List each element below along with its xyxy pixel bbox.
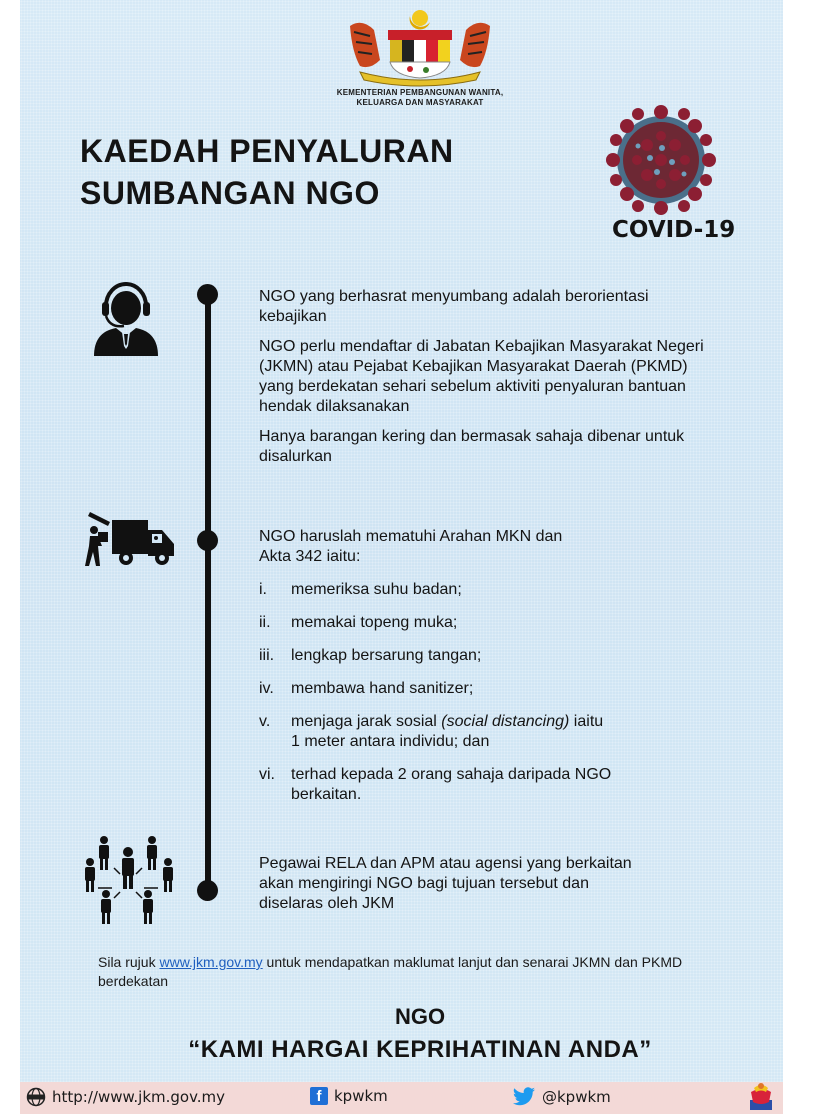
section-1-paragraph-1: NGO yang berhasrat menyumbang adalah berorientasi kebajikan (259, 288, 649, 325)
jkm-website-link[interactable]: www.jkm.gov.my (159, 954, 263, 970)
ministry-mascot-logo-icon (748, 1082, 774, 1112)
section-1-paragraph-2: NGO perlu mendaftar di Jabatan Kebajikan Masyarakat Negeri (JKMN) atau Pejabat Kebajikan Masyarakat Daerah (PKMD) yang berdekatan sehari sebelum aktiviti penyaluran bantuan hendak dilaksanakan (259, 338, 704, 415)
section-2-intro-line-1: NGO haruslah mematuhi Arahan MKN dan (259, 528, 563, 545)
footer-facebook-text: kpwkm (334, 1087, 388, 1105)
list-text: lengkap bersarung tangan; (291, 647, 482, 664)
footer-website-text: http://www.jkm.gov.my (52, 1088, 226, 1106)
list-number: ii. (259, 614, 271, 631)
list-text: memakai topeng muka; (291, 614, 458, 631)
list-text: membawa hand sanitizer; (291, 680, 474, 697)
list-number: iv. (259, 680, 274, 697)
call-center-agent-icon (92, 278, 160, 358)
title-line-1: KAEDAH PENYALURAN (80, 133, 454, 169)
section-3-text (259, 854, 719, 914)
list-text-italic: (social distancing) (441, 713, 570, 730)
section-3-line-3: diselaras oleh JKM (259, 895, 395, 912)
list-text: memeriksa suhu badan; (291, 581, 462, 598)
people-distancing-icon (84, 832, 180, 928)
list-item (259, 646, 719, 666)
covid-19-label: COVID-19 (612, 217, 736, 243)
list-item (259, 679, 719, 699)
list-item (259, 712, 719, 752)
section-2-text (259, 527, 719, 818)
reference-after: untuk mendapatkan maklumat lanjut dan senarai JKMN dan PKMD berdekatan (98, 954, 683, 989)
ministry-line-2: KELUARGA DAN MASYARAKAT (356, 98, 484, 107)
footer-website[interactable] (26, 1087, 225, 1107)
list-text-line-2: berkaitan. (291, 786, 362, 803)
globe-icon (26, 1087, 46, 1107)
closing-slogan: “KAMI HARGAI KEPRIHATINAN ANDA” (188, 1036, 652, 1063)
title-line-2: SUMBANGAN NGO (80, 175, 380, 211)
list-text-before: menjaga jarak sosial (291, 713, 442, 730)
footer-twitter-text: @kpwkm (542, 1088, 611, 1106)
list-text (291, 712, 603, 752)
list-text-after: iaitu (569, 713, 604, 730)
section-1-text (259, 287, 719, 477)
section-1-paragraph-3: Hanya barangan kering dan bermasak sahaja dibenar untuk disalurkan (259, 428, 685, 465)
list-number: v. (259, 713, 271, 730)
list-text (291, 765, 611, 805)
reference-before: Sila rujuk (98, 954, 160, 970)
list-number: iii. (259, 647, 275, 664)
list-text-line-1: terhad kepada 2 orang sahaja daripada NGO (291, 766, 612, 783)
timeline-line (205, 294, 211, 890)
timeline-dot-2 (197, 530, 218, 551)
ministry-line-1: KEMENTERIAN PEMBANGUNAN WANITA, (336, 88, 504, 97)
section-3-line-2: akan mengiringi NGO bagi tujuan tersebut dan (259, 875, 589, 892)
section-3-line-1: Pegawai RELA dan APM atau agensi yang berkaitan (259, 855, 632, 872)
timeline-dot-3 (197, 880, 218, 901)
twitter-bird-icon (512, 1087, 536, 1107)
list-item (259, 613, 719, 633)
coronavirus-icon (602, 100, 720, 220)
footer-facebook[interactable] (310, 1087, 388, 1105)
closing-ngo-heading: NGO (394, 1004, 446, 1029)
list-item (259, 765, 719, 805)
list-number: i. (259, 581, 267, 598)
footer-twitter[interactable] (512, 1087, 611, 1107)
list-item (259, 580, 719, 600)
page-title (80, 130, 454, 214)
malaysia-coat-of-arms-icon (340, 6, 500, 88)
timeline-dot-1 (197, 284, 218, 305)
facebook-icon: f (310, 1087, 328, 1105)
section-2-intro-line-2: Akta 342 iaitu: (259, 548, 361, 565)
reference-note (98, 953, 718, 991)
ministry-name (300, 88, 540, 108)
list-number: vi. (259, 766, 275, 783)
list-text-line-2: 1 meter antara individu; dan (291, 733, 490, 750)
delivery-truck-icon (82, 508, 178, 570)
